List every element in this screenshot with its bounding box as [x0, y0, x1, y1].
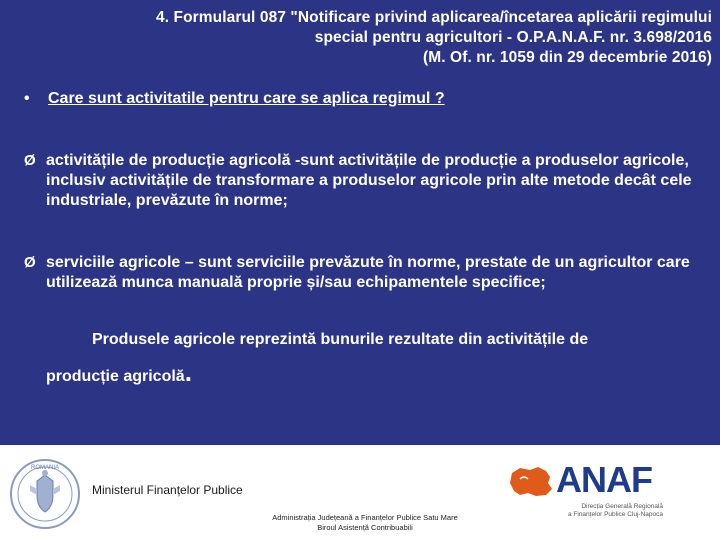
regional-line-2: a Finanțelor Publice Cluj-Napoca — [567, 511, 663, 518]
arrow-bullet-icon: Ø — [24, 152, 36, 169]
definition-line-2-text: producție agricolă — [46, 368, 185, 385]
list-item-text: activitățile de producție agricolă -sunt activitățile de producție a produselor agricole, inclusiv activitățile de transformare a produselor agricole prin alte metode decât cele industriale, prevăzute în norme; — [46, 152, 692, 209]
address-line-2: Biroul Asistență Contribuabili — [317, 523, 413, 532]
romania-map-icon — [506, 465, 554, 499]
office-address — [250, 513, 480, 533]
question-text: Care sunt activitatile pentru care se aplica regimul ? — [48, 90, 445, 107]
regional-directorate — [548, 503, 663, 519]
address-line-1: Administrația Județeană a Finanțelor Publice Satu Mare — [272, 513, 458, 522]
list-item-production — [24, 151, 714, 211]
definition-line-1: Produsele agricole reprezintă bunurile rezultate din activitățile de — [92, 331, 589, 348]
title-line-1: 4. Formularul 087 "Notificare privind aplicarea/încetarea aplicării regimului — [155, 9, 712, 26]
title-line-3: (M. Of. nr. 1059 din 29 decembrie 2016) — [422, 49, 712, 66]
list-item-text: serviciile agricole – sunt serviciile prevăzute în norme, prestate de un agricultor care utilizează munca manuală proprie și/sau echipamentele specifice; — [46, 254, 690, 291]
arrow-bullet-icon: Ø — [24, 254, 36, 271]
footer — [0, 445, 720, 540]
anaf-logo: ANAF — [556, 459, 652, 500]
definition-line-2 — [46, 357, 714, 387]
regional-line-1: Direcția Generală Regională — [581, 503, 663, 510]
crest-text: ROMANIA — [30, 465, 60, 471]
romania-crest-icon — [8, 457, 82, 531]
question-line — [24, 90, 445, 108]
definition-end-mark: . — [184, 357, 192, 387]
ministry-name: Ministerul Finanțelor Publice — [92, 483, 243, 497]
title-line-2: special pentru agricultori - O.P.A.N.A.F. nr. 3.698/2016 — [314, 29, 712, 46]
list-item-services — [24, 253, 714, 293]
definition-paragraph — [46, 330, 714, 387]
bullet-icon: • — [24, 90, 30, 107]
slide-title — [72, 8, 712, 68]
